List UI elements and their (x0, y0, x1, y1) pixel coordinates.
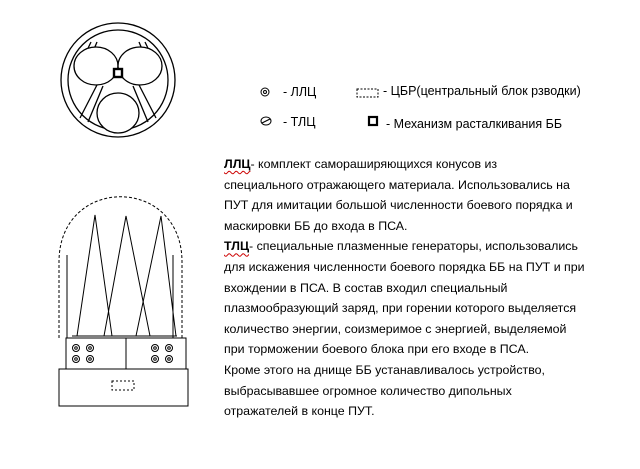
llc-term: ЛЛЦ (224, 157, 251, 171)
tlc-device (152, 356, 159, 363)
legend-symbols (261, 88, 378, 125)
llc-paragraph-line (224, 154, 624, 175)
tlc-device (73, 356, 80, 363)
tlc-paragraph-line: при торможении боевого блока при его входе в ПСА. (224, 342, 530, 357)
llc-definition: - комплект самораширяющихся конусов из (250, 157, 498, 171)
tlc-paragraph-line: количество энергии, соизмеримое с энергией, выделяемой (224, 321, 567, 336)
description-text (224, 154, 624, 422)
top-view-block-right (118, 47, 162, 85)
top-view (61, 23, 175, 137)
top-view-mechanism-square (114, 69, 122, 77)
warhead-base-block (59, 369, 188, 406)
tlc-device (73, 345, 80, 352)
legend-cbr-label: - ЦБР(центральный блок рзводки) (383, 84, 581, 98)
llc-paragraph-line: специального отражающего материала. Использовались на (224, 177, 570, 192)
top-view-block-left (74, 47, 118, 85)
top-view-block-bottom (97, 93, 139, 133)
tlc-term: ТЛЦ (224, 239, 250, 254)
legend-tlc-symbol (261, 117, 271, 125)
legend-tlc-label: - ТЛЦ (283, 115, 316, 129)
legend-llc-symbol (261, 88, 269, 96)
tlc-paragraph-line (224, 236, 624, 257)
tlc-device (166, 356, 173, 363)
tlc-paragraph-line: для искажения численности боевого порядка ББ на ПУТ и при (224, 259, 585, 274)
legend-cbr-symbol (357, 89, 378, 97)
cbr-dashed-box (112, 381, 134, 390)
tlc-definition: - специальные плазменные генераторы, использовались (249, 239, 578, 254)
fairing-dashed-outline (59, 197, 182, 338)
lc-cone-2 (104, 216, 150, 336)
legend-llc-label: - ЛЛЦ (283, 85, 317, 99)
legend-mechanism-symbol (369, 117, 377, 125)
llc-paragraph-line: маскировки ББ до входа в ПСА. (224, 218, 408, 233)
tlc-paragraph-line: плазмообразующий заряд, при горении которого выделяется (224, 301, 577, 316)
tlc-devices (73, 345, 173, 363)
side-view (59, 197, 188, 406)
extra-paragraph-line: Кроме этого на днище ББ устанавливалось устройство, (224, 362, 545, 377)
extra-paragraph-line: отражателей в конце ПУТ. (224, 404, 375, 419)
tlc-device (87, 356, 94, 363)
lc-cone-3 (136, 216, 176, 336)
legend-mechanism-label: - Механизм расталкивания ББ (386, 117, 563, 131)
tlc-paragraph-line: вхождении в ПСА. В состав входил специальный (224, 280, 508, 295)
lc-cone-1 (77, 215, 112, 336)
extra-paragraph-line: выбрасывавшее огромное количество дипольных (224, 383, 512, 398)
tlc-device (87, 345, 94, 352)
tlc-device (166, 345, 173, 352)
llc-paragraph-line: ПУТ для имитации большой численности боевого порядка и (224, 198, 573, 213)
tlc-device (152, 345, 159, 352)
